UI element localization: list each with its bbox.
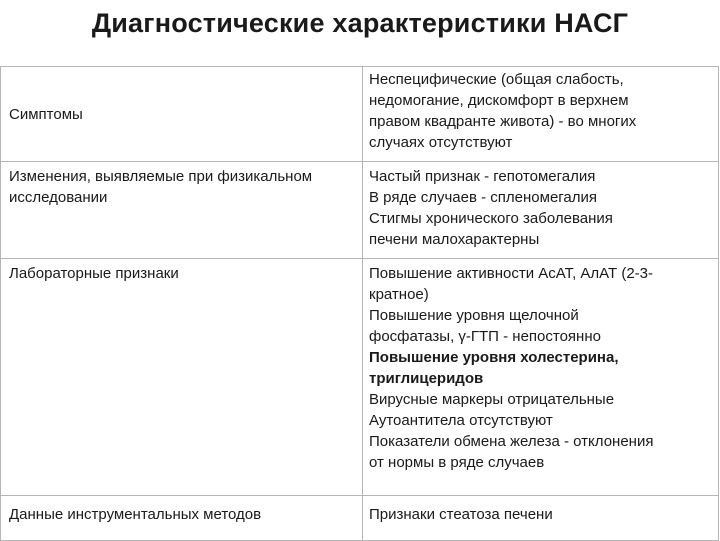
content-line: Стигмы хронического заболевания: [369, 210, 613, 227]
row-label-lab-signs: Лабораторные признаки: [1, 259, 363, 496]
content-line: случаях отсутствуют: [369, 134, 513, 151]
row-label-symptoms: Симптомы: [1, 67, 363, 162]
diagnostic-table: [0, 66, 719, 541]
content-line: Частый признак - гепотомегалия: [369, 168, 596, 185]
content-line: Показатели обмена железа - отклонения: [369, 433, 654, 450]
row-content-lab-signs: [363, 259, 719, 496]
content-line: В ряде случаев - спленомегалия: [369, 189, 598, 206]
table-row: [1, 496, 719, 541]
content-line: правом квадранте живота) - во многих: [369, 113, 637, 130]
content-line: Неспецифические (общая слабость,: [369, 71, 624, 88]
bold-text: триглицеридов: [369, 370, 484, 387]
content-line: фосфатазы, γ-ГТП - непостоянно: [369, 328, 601, 345]
page-title: Диагностические характеристики НАСГ: [91, 8, 629, 38]
content-line: от нормы в ряде случаев: [369, 454, 545, 471]
content-line: печени малохарактерны: [369, 231, 540, 248]
content-line: Повышение уровня щелочной: [369, 307, 579, 324]
content-line: Признаки стеатоза печени: [369, 506, 553, 523]
content-line: Вирусные маркеры отрицательные: [369, 391, 615, 408]
row-label-instrumental: Данные инструментальных методов: [1, 496, 363, 541]
row-content-symptoms: [363, 67, 719, 162]
table-row: [1, 259, 719, 496]
content-line: Аутоантитела отсутствуют: [369, 412, 553, 429]
content-line: Повышение активности АсАТ, АлАТ (2-3-: [369, 265, 654, 282]
content-line-bold: [369, 347, 712, 368]
table-row: [1, 67, 719, 162]
row-content-instrumental: [363, 496, 719, 541]
row-label-physical-exam: Изменения, выявляемые при физикальном исследовании: [1, 162, 363, 259]
bold-text: Повышение уровня холестерина,: [369, 349, 619, 366]
content-line-bold: [369, 368, 712, 389]
table-row: [1, 162, 719, 259]
row-content-physical-exam: [363, 162, 719, 259]
content-line: кратное): [369, 286, 429, 303]
content-line: недомогание, дискомфорт в верхнем: [369, 92, 629, 109]
